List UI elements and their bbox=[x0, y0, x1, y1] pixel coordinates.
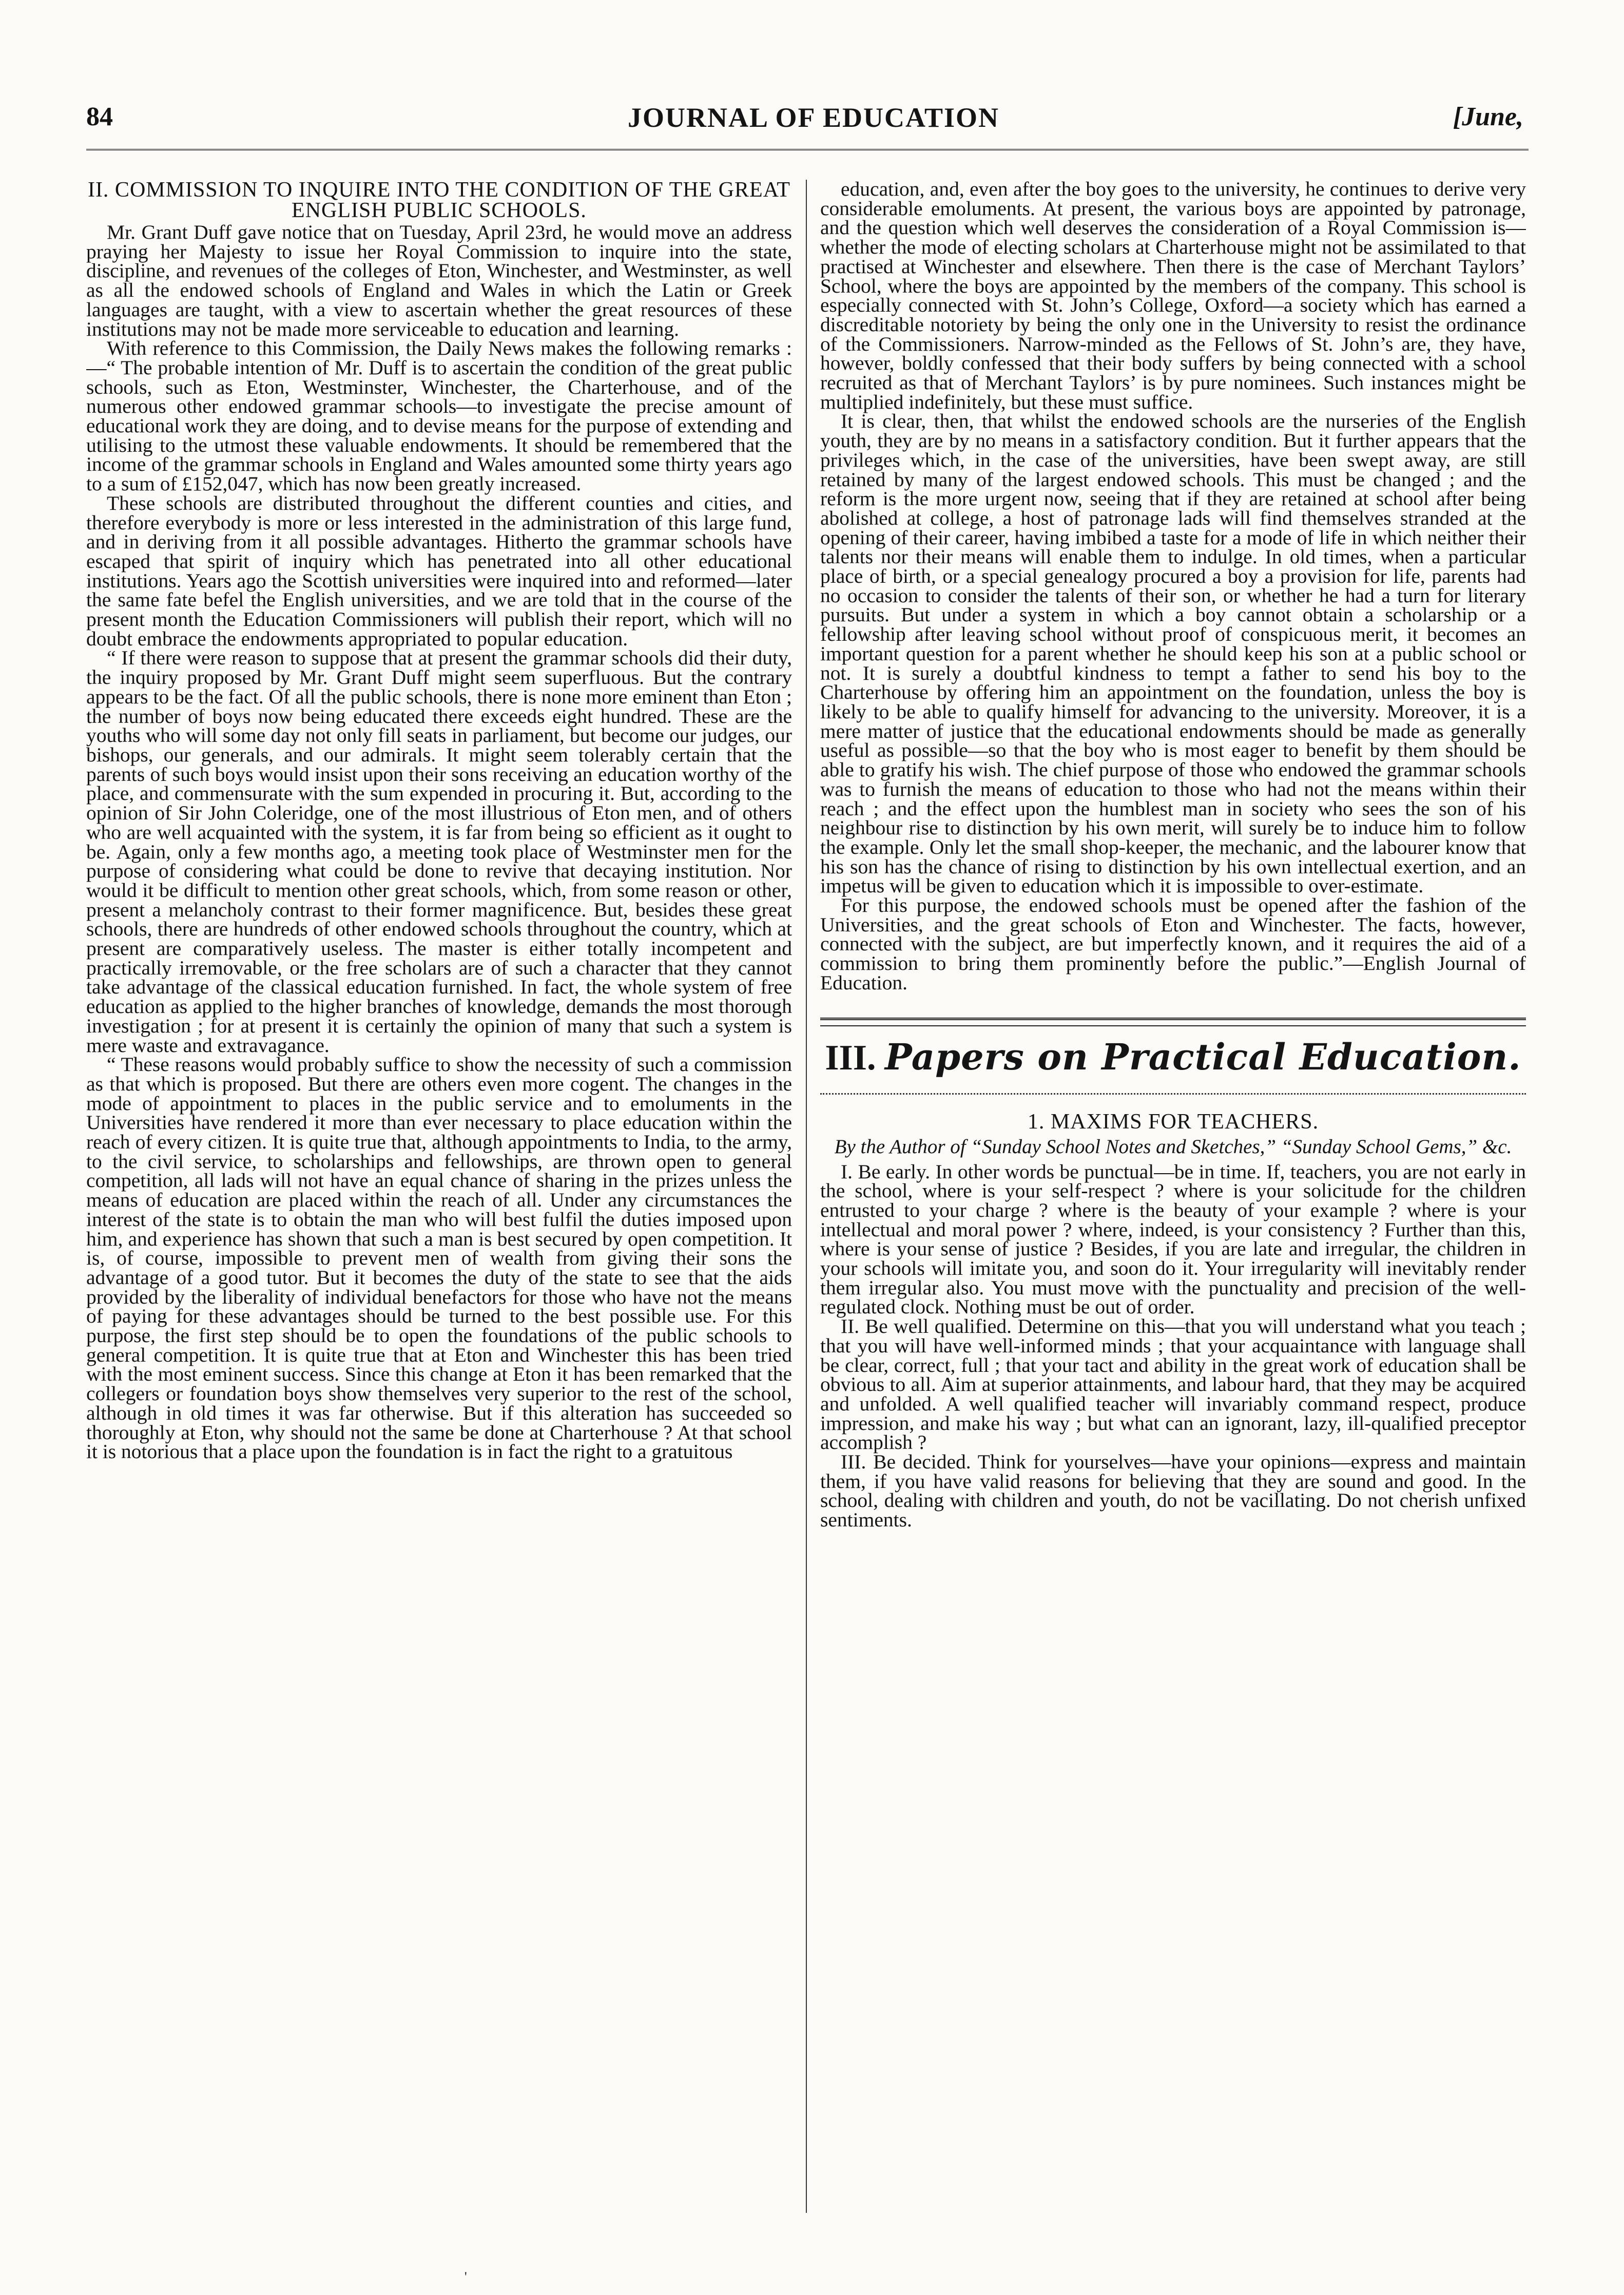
paragraph: education, and, even after the boy goes to the university, he continues to derive very considerable emoluments. At present, the various boys are appointed by patronage, and the question which well deserves the consideration of a Royal Commission is—whether the mode of electing scholars at Charterhouse might not be assimilated to that practised at Winchester and elsewhere. Then there is the case of Merchant Taylors’ School, where the boys are appointed by the members of the company. This school is especially connected with St. John’s College, Oxford—a society which has earned a discreditable notoriety by being the only one in the University to resist the ordinance of the Commissioners. Narrow-minded as the Fellows of St. John’s are, they have, however, boldly confessed that their body suffers by being connected with a school recruited as that of Merchant Taylors’ is by pure nominees. Such instances might be multiplied indefinitely, but these must suffice. bbox=[820, 180, 1526, 413]
column-rule bbox=[806, 180, 807, 2213]
paragraph: These schools are distributed throughout the different counties and cities, and therefore everybody is more or less interested in the administration of this large fund, and in deriving from it all possible advantages. Hitherto the grammar schools have escaped that spirit of inquiry which has penetrated into all other educational institutions. Years ago the Scottish universities were inquired into and reformed—later the same fate befel the English universities, and we are told that in the course of the present month the Education Commissioners will publish their report, which will no doubt embrace the endowments appropriated to popular education. bbox=[86, 491, 792, 650]
page-number: 84 bbox=[86, 102, 113, 131]
part-title: Papers on Practical Education. bbox=[885, 1035, 1521, 1078]
running-month: [June, bbox=[1453, 102, 1523, 131]
article-byline: By the Author of “Sunday School Notes and Sketches,” “Sunday School Gems,” &c. bbox=[834, 1135, 1512, 1158]
section-divider bbox=[820, 1018, 1526, 1026]
wavy-rule bbox=[820, 1089, 1526, 1095]
paragraph: For this purpose, the endowed schools must be opened after the fashion of the Universities, and the great schools of Eton and Winchester. The facts, however, connected with the subject, are but imperfectly known, and it requires the aid of a commission to bring them prominently before the public.”—English Journal of Education. bbox=[820, 894, 1526, 994]
paragraph: Mr. Grant Duff gave notice that on Tuesday, April 23rd, he would move an address praying her Majesty to issue her Royal Commission to inquire into the state, discipline, and revenues of the colleges of Eton, Winchester, and Westminster, as well as all the endowed schools of England and Wales in which the Latin or Greek languages are taught, with a view to ascertain whether the great resources of these institutions may not be made more serviceable to education and learning. bbox=[86, 221, 792, 340]
paragraph: “ These reasons would probably suffice to show the necessity of such a commission as that which is proposed. But there are others even more cogent. The changes in the mode of appointment to places in the public service and to emoluments in the Universities have rendered it more than ever necessary to place education within the reach of every citizen. It is quite true that, although appointments to India, to the army, to the civil service, to scholarships and fellowships, are thrown open to general competition, all lads will not have an equal chance of sharing in the prizes unless the means of education are placed within the reach of all. Under any circumstances the interest of the state is to obtain the man who will best fulfil the duties imposed upon him, and experience has shown that such a man is best secured by open competition. It is, of course, impossible to prevent men of wealth from giving their sons the advantage of a good tutor. But it becomes the duty of the state to see that the aids provided by the liberality of individual benefactors for those who have not the means of paying for these advantages should be turned to the best possible use. For this purpose, the first step should be to open the foundations of the public schools to general competition. It is quite true that at Eton and Winchester this has been tried with the most eminent success. Since this change at Eton it has been remarked that the collegers or foundation boys show themselves very superior to the rest of the school, although in old times it was far otherwise. But if this alteration has succeeded so thoroughly at Eton, why should not the same be done at Charterhouse ? At that school it is notorious that a place upon the foundation is in fact the right to a gratuitous bbox=[86, 1053, 792, 1463]
page-header bbox=[86, 102, 1523, 143]
right-column bbox=[820, 180, 1526, 2208]
paragraph: It is clear, then, that whilst the endowed schools are the nurseries of the English youth, they are by no means in a satisfactory condition. But it further appears that the privileges which, in the case of the universities, have been swept away, are still retained by many of the largest endowed schools. This must be changed ; and the reform is the more urgent now, seeing that if they are retained at school after being abolished at college, a host of patronage lads will find themselves stranded at the opening of their career, having imbibed a taste for a mode of life in which neither their talents nor their means will enable them to indulge. In old times, when a particular place of birth, or a special genealogy procured a boy a provision for life, parents had no occasion to consider the talents of their son, or whether he had a turn for literary pursuits. But under a system in which a boy cannot obtain a scholarship or a fellowship after leaving school without proof of conspicuous merit, it becomes an important question for a parent whether he should keep his son at a public school or not. It is surely a doubtful kindness to tempt a father to send his boy to the Charterhouse by offering him an appointment on the foundation, unless the boy is likely to be able to qualify himself for advancing to the university. Moreover, it is a mere matter of justice that the educational endowments should be made as generally useful as possible—so that the boy who is most eager to benefit by them should be able to gratify his wish. The chief purpose of those who endowed the grammar schools was to furnish the means of education to those who had not the means within their reach ; and the effect upon the humblest man in society who sees the son of his neighbour rise to distinction by his own merit, will surely be to induce him to follow the example. Only let the small shop-keeper, the mechanic, and the labourer know that his son has the chance of rising to distinction by his own intellectual exertion, and an impetus will be given to education which it is impossible to over-estimate. bbox=[820, 410, 1526, 897]
header-rule bbox=[86, 149, 1529, 150]
footer-mark: ' bbox=[465, 2269, 467, 2284]
maxim-paragraph: II. Be well qualified. Determine on this—that you will understand what you teach ; that you will have well-informed minds ; that your acquaintance with language shall be clear, correct, full ; that your tact and ability in the great work of education shall be obvious to all. Aim at superior attainments, and labour hard, that they may be acquired and unfolded. A well qualified teacher will invariably command respect, produce impression, and make his way ; but what can an ignorant, lazy, ill-qualified preceptor accomplish ? bbox=[820, 1315, 1526, 1454]
section-title: II. COMMISSION TO INQUIRE INTO THE CONDITION OF THE GREAT ENGLISH PUBLIC SCHOOLS. bbox=[87, 180, 791, 222]
maxim-paragraph: I. Be early. In other words be punctual—be in time. If, teachers, you are not early in the school, where is your self-respect ? where is your solicitude for the children entrusted to your charge ? where is the beauty of your example ? where is your intellectual and moral power ? where, indeed, is your consistency ? Further than this, where is your sense of justice ? Besides, if you are late and irregular, the children in your schools will imitate you, and soon do it. Your irregularity will inevitably render them irregular also. You must move with the punctuality and precision of the well-regulated clock. Nothing must be out of order. bbox=[820, 1160, 1526, 1318]
article-title: 1. MAXIMS FOR TEACHERS. bbox=[1027, 1110, 1319, 1134]
left-column bbox=[86, 180, 792, 2208]
paragraph: “ If there were reason to suppose that at present the grammar schools did their duty, the inquiry proposed by Mr. Grant Duff might seem superfluous. But the contrary appears to be the fact. Of all the public schools, there is none more eminent than Eton ; the number of boys now being educated there exceeds eight hundred. These are the youths who will some day not only fill seats in parliament, but become our judges, our bishops, our generals, and our admirals. It might seem tolerably certain that the parents of such boys would insist upon their sons receiving an education worthy of the place, and commensurate with the sum expended in procuring it. But, according to the opinion of Sir John Coleridge, one of the most illustrious of Eton men, and of others who are well acquainted with the system, it is far from being so efficient as it ought to be. Again, only a few months ago, a meeting took place of Westminster men for the purpose of considering what could be done to revive that decaying institution. Nor would it be difficult to mention other great schools, which, from some reason or other, present a melancholy contrast to their former magnificence. But, besides these great schools, there are hundreds of other endowed schools throughout the country, which at present are comparatively useless. The master is either totally incompetent and practically irremovable, or the free scholars are of such a character that they cannot take advantage of the classical education furnished. In fact, the whole system of free education as applied to the higher branches of knowledge, demands the most thorough investigation ; for at present it is certainly the opinion of many that such a system is mere waste and extravagance. bbox=[86, 646, 792, 1057]
part-heading bbox=[820, 1031, 1526, 1084]
running-title: JOURNAL OF EDUCATION bbox=[628, 102, 1000, 133]
paragraph: With reference to this Commission, the Daily News makes the following remarks :—“ The probable intention of Mr. Duff is to ascertain the condition of the great public schools, such as Eton, Westminster, Winchester, the Charterhouse, and of the numerous other endowed grammar schools—to investigate the precise amount of educational work they are doing, and to devise means for the purpose of extending and utilising to the utmost these valuable endowments. It should be remembered that the income of the grammar schools in England and Wales amounted some thirty years ago to a sum of £152,047, which has now been greatly increased. bbox=[86, 337, 792, 495]
maxim-paragraph: III. Be decided. Think for yourselves—have your opinions—express and maintain them, if you have valid reasons for believing that they are sound and good. In the school, dealing with children and youth, do not be vacillating. Do not cherish unfixed sentiments. bbox=[820, 1450, 1526, 1532]
part-numeral: III. bbox=[825, 1038, 876, 1078]
